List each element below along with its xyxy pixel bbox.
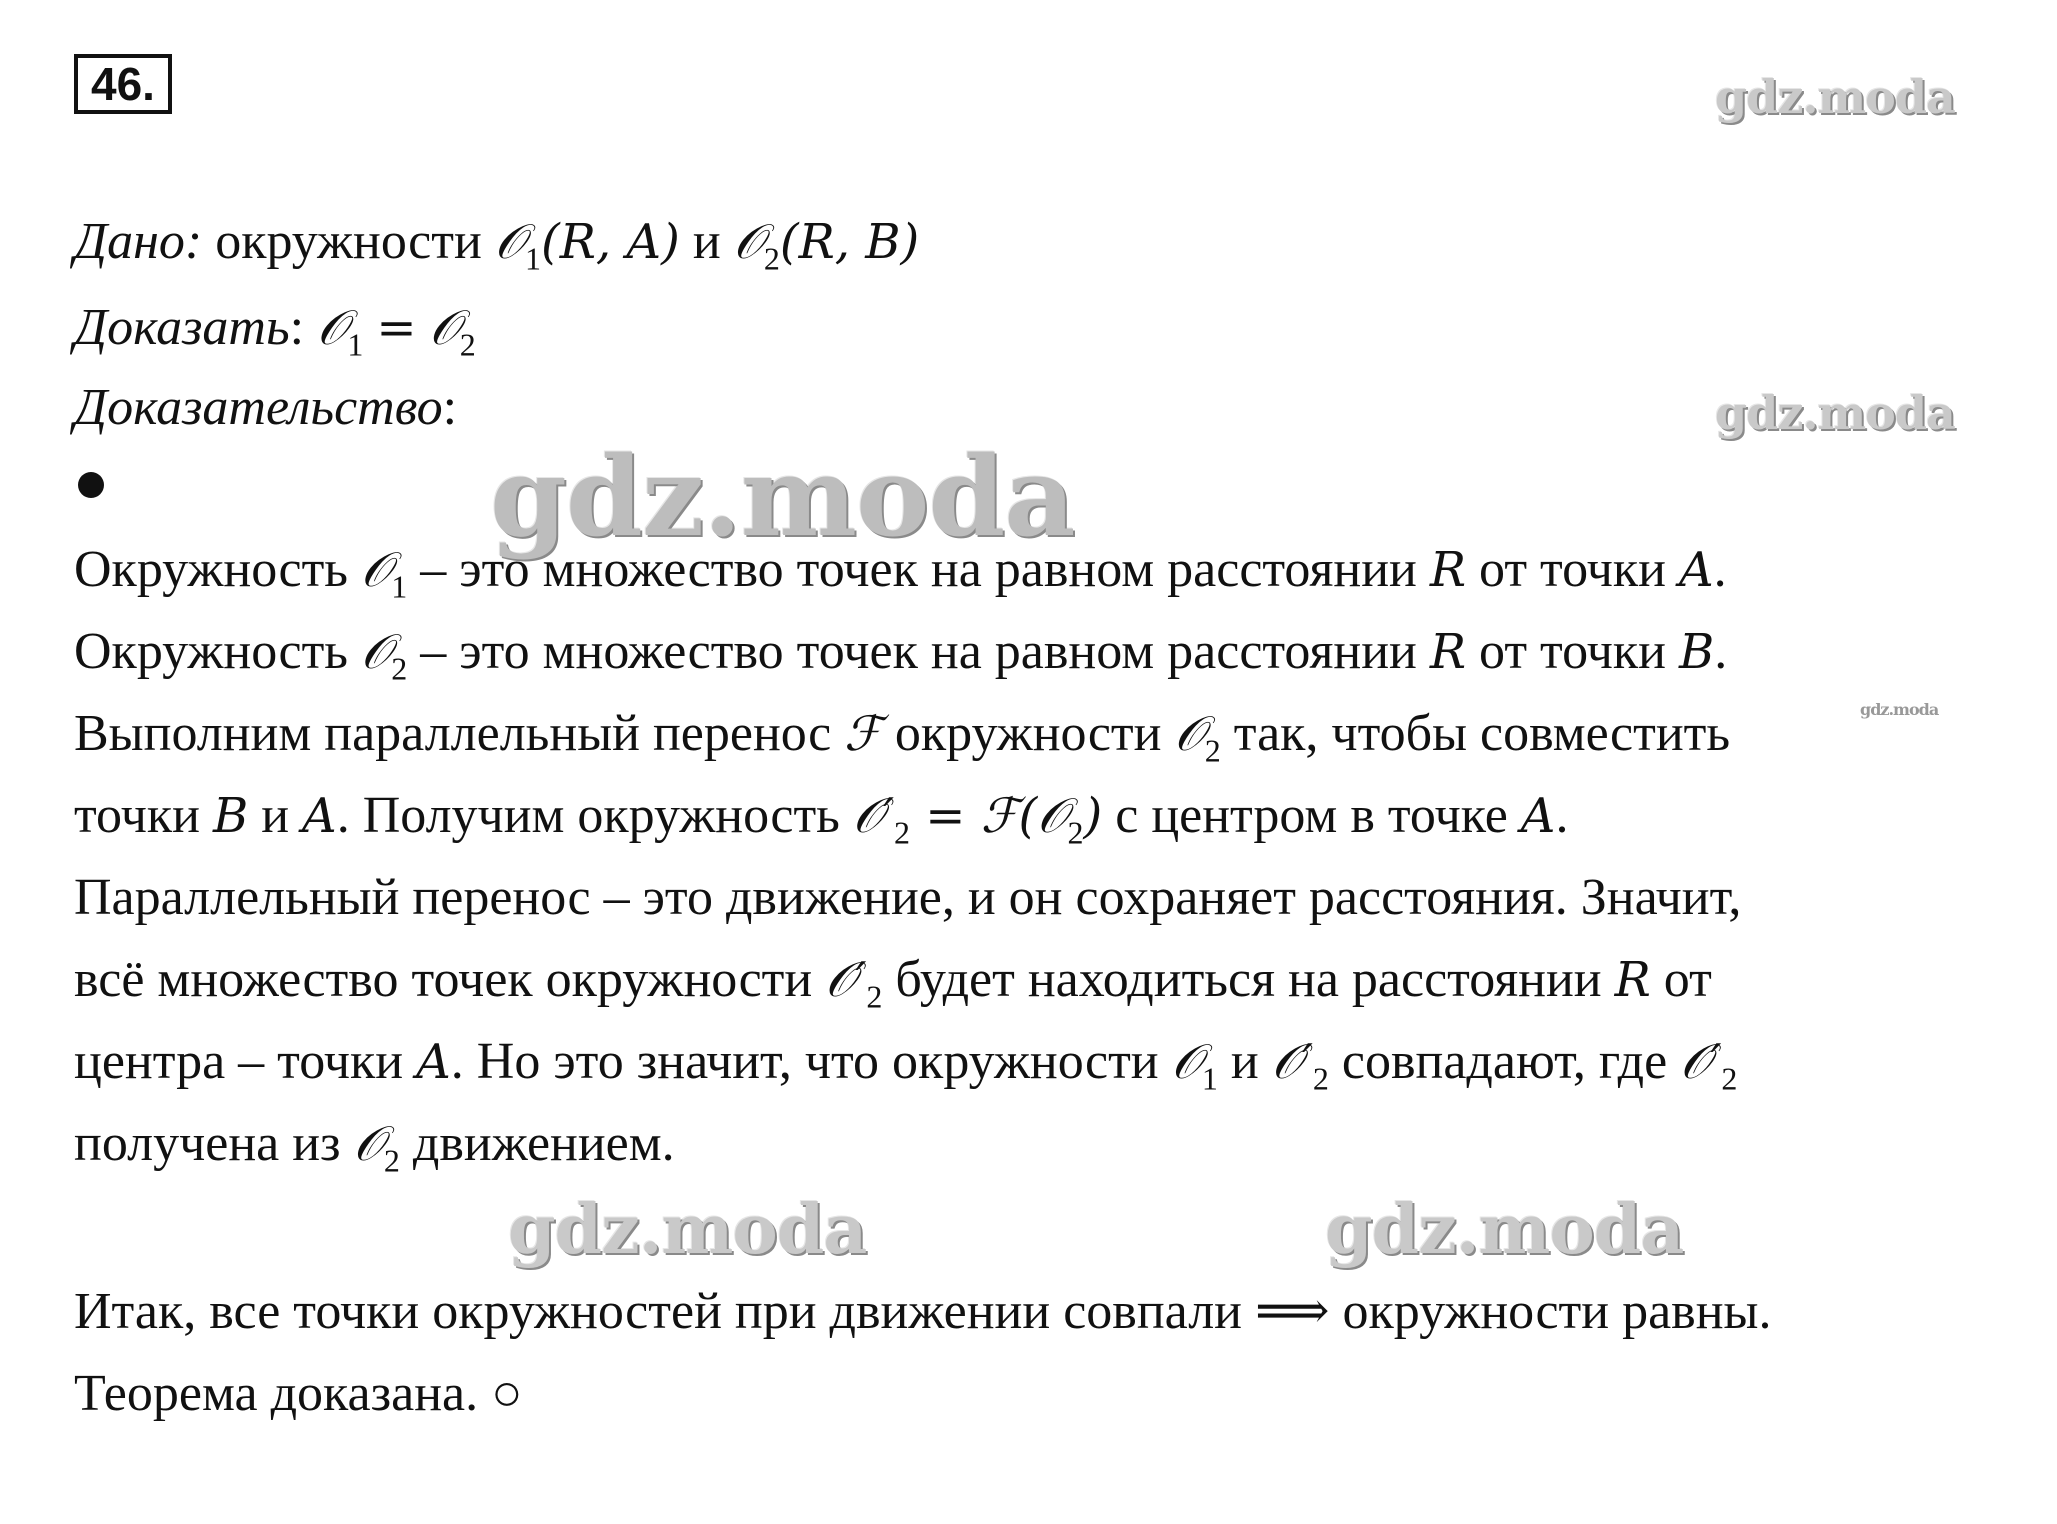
circle-symbol: 𝒪 [361, 542, 392, 598]
subscript: 2 [1721, 1060, 1738, 1097]
proof-line-3 [74, 704, 1730, 780]
transform-symbol: ℱ [980, 788, 1019, 844]
circle-symbol: 𝒪 [733, 214, 764, 270]
paren: ) [1083, 788, 1103, 844]
subscript: 2 [763, 240, 780, 277]
text: центра – точки [74, 1033, 417, 1090]
circle-symbol: 𝒪 [361, 624, 392, 680]
watermark-mid-right: gdz.moda [1715, 386, 1955, 440]
radius-symbol: R [1429, 624, 1466, 680]
proof-line-7 [74, 1032, 1737, 1108]
subscript: 2 [1067, 814, 1084, 851]
watermark-bottom-left: gdz.moda [508, 1190, 867, 1270]
watermark-large: gdz.moda [490, 432, 1075, 561]
text: всё множество точек окружности [74, 951, 826, 1008]
text: точки [74, 787, 213, 844]
given-line [74, 212, 919, 288]
text: и [1217, 1033, 1272, 1090]
bullet-icon [78, 472, 104, 498]
text: так, чтобы совместить [1220, 705, 1731, 762]
point-symbol: A [1678, 542, 1714, 598]
problem-number: 46. [74, 54, 172, 114]
text: Выполним параллельный перенос [74, 705, 845, 762]
circle-symbol: 𝒪 [1680, 1034, 1711, 1090]
text: . [1555, 787, 1569, 844]
text: от точки [1466, 623, 1679, 680]
circle-symbol: 𝒪 [825, 952, 856, 1008]
radius-symbol: R [1429, 542, 1466, 598]
point-symbol: A [1520, 788, 1556, 844]
prove-label: Доказать [74, 299, 290, 356]
watermark-small: gdz.moda [1860, 700, 1939, 719]
watermark-top-right: gdz.moda [1715, 70, 1955, 124]
proof-line-5: Параллельный перенос – это движение, и он сохраняет расстояния. Значит, [74, 869, 1742, 926]
circle-symbol: 𝒪 [353, 1116, 384, 1172]
proof-line-4 [74, 786, 1568, 862]
transform-symbol: ℱ [844, 706, 882, 762]
text: . Но это значит, что окружности [450, 1033, 1172, 1090]
text: движением. [399, 1115, 675, 1172]
circle-symbol: 𝒪 [494, 214, 526, 270]
circle-symbol: 𝒪 [1174, 706, 1205, 762]
proof-line-2 [74, 622, 1727, 698]
conclusion-line: Итак, все точки окружностей при движении совпали ⟹ окружности равны. [74, 1283, 1772, 1340]
circle-symbol: 𝒪 [317, 300, 348, 356]
prime: ′ [1710, 1034, 1722, 1090]
circle-symbol: 𝒪 [1271, 1034, 1302, 1090]
colon: : [289, 299, 305, 356]
circle-args: (R, A) [541, 214, 680, 270]
prove-line [74, 298, 476, 374]
circle-args: (R, B) [779, 214, 920, 270]
circle-symbol: 𝒪 [1171, 1034, 1202, 1090]
subscript: 1 [525, 240, 542, 277]
theorem-proved-line: Теорема доказана. ○ [74, 1365, 523, 1422]
text: . Получим окружность [336, 787, 853, 844]
proof-line-1 [74, 540, 1727, 616]
subscript: 1 [1201, 1060, 1218, 1097]
text: окружности [881, 705, 1175, 762]
point-symbol: B [1678, 624, 1715, 680]
prime: ′ [883, 788, 895, 844]
proof-label-line [74, 378, 457, 438]
text: . [1713, 541, 1727, 598]
subscript: 2 [1312, 1060, 1329, 1097]
point-symbol: A [302, 788, 337, 844]
text: от точки [1466, 541, 1679, 598]
colon: : [442, 379, 458, 436]
subscript: 2 [459, 326, 476, 363]
given-label: Дано: [74, 213, 203, 270]
text: с центром в точке [1102, 787, 1521, 844]
point-symbol: A [416, 1034, 451, 1090]
subscript: 2 [866, 978, 883, 1015]
subscript: 1 [391, 568, 408, 605]
text: от [1650, 951, 1712, 1008]
proof-label: Доказательство [74, 379, 443, 436]
text: совпадают, где [1328, 1033, 1681, 1090]
prime: ′ [1301, 1034, 1313, 1090]
subscript: 2 [391, 650, 408, 687]
watermark-bottom-right: gdz.moda [1325, 1190, 1684, 1270]
equals-sign: = [910, 788, 981, 844]
subscript: 1 [347, 326, 364, 363]
text: – это множество точек на равном расстоянии [407, 623, 1430, 680]
radius-symbol: R [1614, 952, 1651, 1008]
text: . [1714, 623, 1728, 680]
equals-sign: = [376, 300, 417, 356]
text: Окружность [74, 623, 362, 680]
proof-line-6 [74, 950, 1712, 1026]
text: Окружность [74, 541, 362, 598]
proof-line-8 [74, 1114, 675, 1190]
text: получена из [74, 1115, 354, 1172]
text: будет находиться на расстоянии [882, 951, 1615, 1008]
text: и [248, 787, 303, 844]
paren: ( [1018, 788, 1038, 844]
subscript: 2 [383, 1142, 400, 1179]
circle-symbol: 𝒪 [1037, 788, 1068, 844]
circle-symbol: 𝒪 [852, 788, 884, 844]
circle-symbol: 𝒪 [429, 300, 460, 356]
text: – это множество точек на равном расстоянии [407, 541, 1430, 598]
point-symbol: B [212, 788, 249, 844]
subscript: 2 [1204, 732, 1221, 769]
conjunction: и [692, 213, 721, 270]
prime: ′ [855, 952, 867, 1008]
subscript: 2 [894, 814, 911, 851]
given-text: окружности [215, 213, 482, 270]
